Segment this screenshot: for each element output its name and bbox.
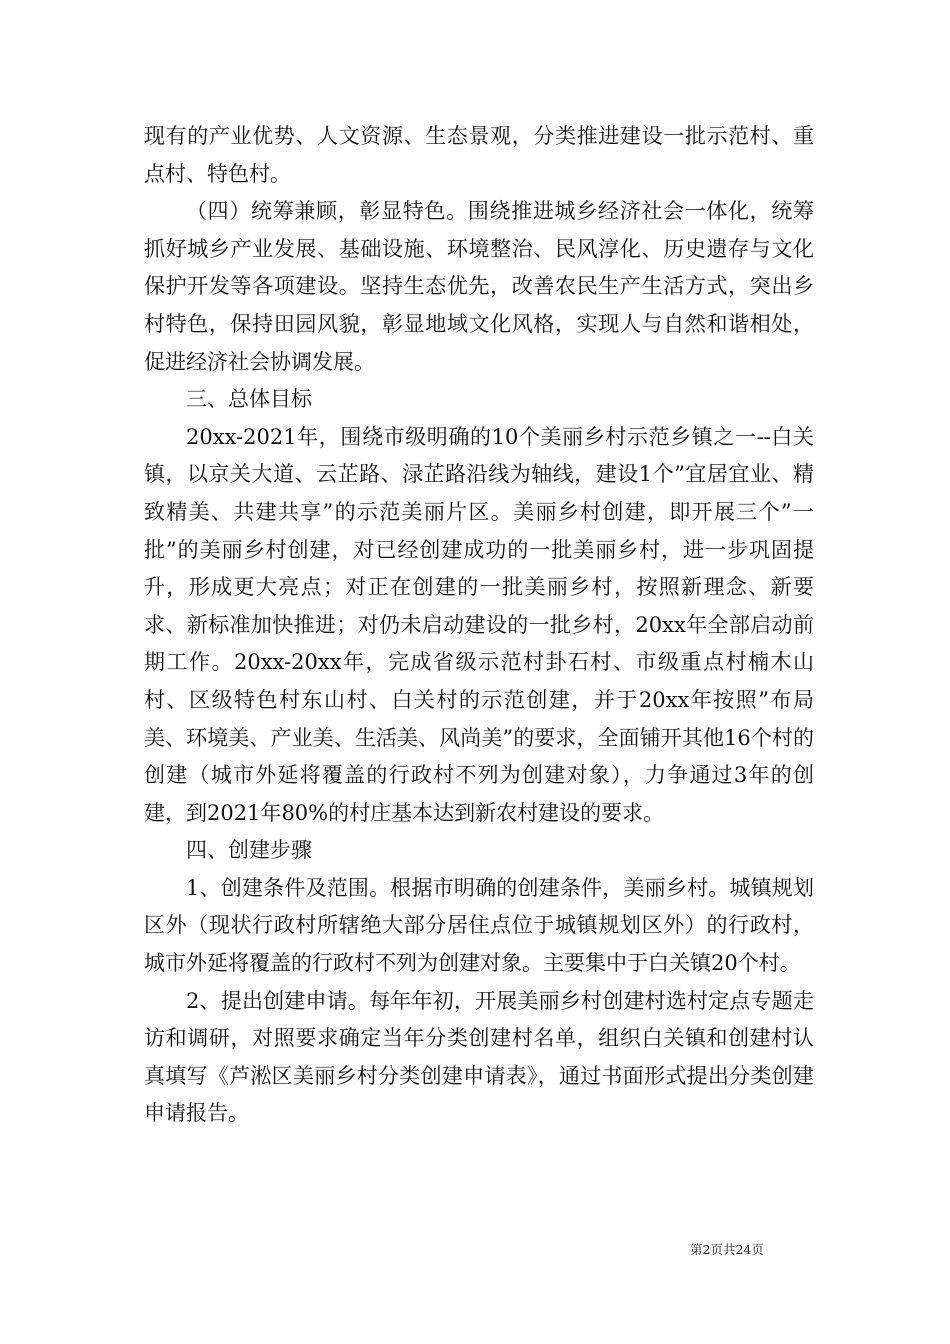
page-footer-number: 第2页共24页 xyxy=(690,1242,764,1257)
section-heading-overall-goal: 三、总体目标 xyxy=(186,387,312,412)
paragraph-conditions-scope: 1、创建条件及范围。根据市明确的创建条件，美丽乡村。城镇规划区外（现状行政村所辖绝大部分居住点位于城镇规划区外）的行政村，城市外延将覆盖的行政村不列为创建对象。主要集中于白关镇20个村。 xyxy=(144,875,814,976)
paragraph-continuation: 现有的产业优势、人文资源、生态景观，分类推进建设一批示范村、重点村、特色村。 xyxy=(144,124,814,186)
paragraph-overall-goal: 20xx-2021年，围绕市级明确的10个美丽乡村示范乡镇之一--白关镇，以京关大道、云芷路、渌芷路沿线为轴线，建设1个”宜居宜业、精致精美、共建共享”的示范美丽片区。美丽乡村创建，即开展三个”一批”的美丽乡村创建，对已经创建成功的一批美丽乡村，进一步巩固提升，形成更大亮点；对正在创建的一批美丽乡村，按照新理念、新要求、新标准加快推进；对仍未启动建设的一批乡村，20xx年全部启动前期工作。20xx-20xx年，完成省级示范村卦石村、市级重点村楠木山村、区级特色村东山村、白关村的示范创建，并于20xx年按照”布局美、环境美、产业美、生活美、风尚美”的要求，全面铺开其他16个村的创建（城市外延将覆盖的行政村不列为创建对象），力争通过3年的创建，到2021年80%的村庄基本达到新农村建设的要求。 xyxy=(144,424,814,825)
document-body xyxy=(144,118,814,1133)
paragraph-coordination: （四）统筹兼顾，彰显特色。围绕推进城乡经济社会一体化，统筹抓好城乡产业发展、基础设施、环境整治、民风淳化、历史遗存与文化保护开发等各项建设。坚持生态优先，改善农民生产生活方式，突出乡村特色，保持田园风貌，彰显地域文化风格，实现人与自然和谐相处，促进经济社会协调发展。 xyxy=(144,199,814,374)
paragraph-application: 2、提出创建申请。每年年初，开展美丽乡村创建村选村定点专题走访和调研，对照要求确定当年分类创建村名单，组织白关镇和创建村认真填写《芦淞区美丽乡村分类创建申请表》，通过书面形式提出分类创建申请报告。 xyxy=(144,988,814,1126)
section-heading-creation-steps: 四、创建步骤 xyxy=(186,838,312,863)
